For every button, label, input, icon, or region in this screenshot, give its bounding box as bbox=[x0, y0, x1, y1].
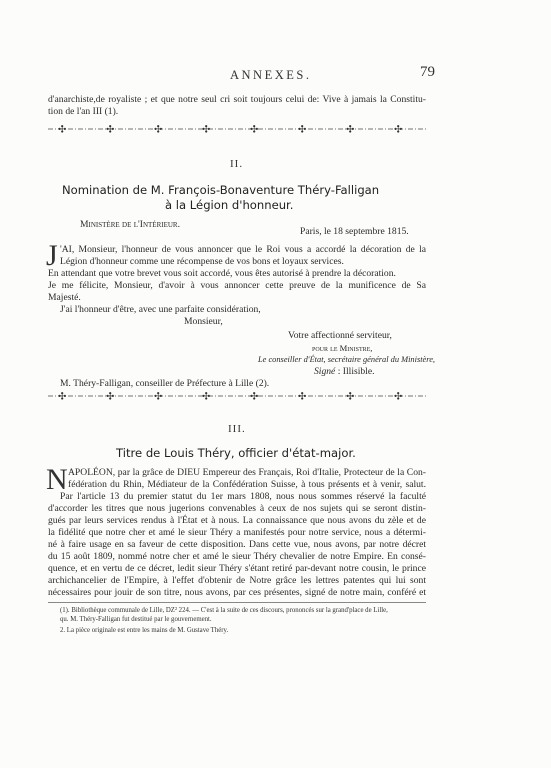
section-3-para-line-5: gués par leurs services rendus à l'État et à nous. La connaissance que nous avons du zèle et de bbox=[48, 515, 426, 526]
svg-text:✣: ✣ bbox=[202, 124, 211, 134]
section-3-para-line-1: APOLÉON, par la grâce de DIEU Empereur des Français, Roi d'Italie, Protecteur de la Con- bbox=[68, 467, 426, 478]
signe-value: : Illisible. bbox=[335, 366, 375, 377]
svg-text:✣: ✣ bbox=[154, 391, 163, 401]
signature-line bbox=[314, 366, 375, 378]
section-2-title-line-2: à la Légion d'honneur. bbox=[165, 198, 294, 212]
ornament-separator-1 bbox=[48, 124, 426, 134]
intro-line-1: d'anarchiste,de royaliste ; et que notre seul cri soit toujours celui de: Vive à jamais la Constitu- bbox=[48, 94, 426, 105]
footnote-2: 2. La pièce originale est entre les mains de M. Gustave Théry. bbox=[60, 627, 229, 634]
svg-text:✣: ✣ bbox=[58, 124, 67, 134]
running-header-title: ANNEXES. bbox=[230, 68, 312, 82]
svg-text:✣: ✣ bbox=[154, 124, 163, 134]
section-2-para-line-3: En attendant que votre brevet vous soit accordé, vous êtes autorisé à prendre la décoration. bbox=[48, 268, 396, 279]
svg-text:✣: ✣ bbox=[106, 391, 115, 401]
section-3-para-line-9: quence, et en vertu de ce décret, ledit sieur Théry s'étant retiré par-devant notre cousin, le prince bbox=[48, 563, 426, 574]
section-2-para-line-6: J'ai l'honneur d'être, avec une parfaite considération, bbox=[60, 304, 261, 315]
section-3-para-line-4: d'accorder les titres que nous jugerions convenables à ceux de nos sujets qui se seront distin- bbox=[48, 503, 426, 514]
svg-text:✣: ✣ bbox=[106, 124, 115, 134]
svg-text:✣: ✣ bbox=[250, 124, 259, 134]
section-3-para-line-10: archichancelier de l'Empire, à l'effet d'obtenir de Notre grâce les lettres patentes qui lui sont bbox=[48, 575, 426, 586]
section-3-para-line-3: Par l'article 13 du premier statut du 1er mars 1808, nous nous sommes réservé la faculté bbox=[60, 491, 426, 502]
section-2-para-line-2: Légion d'honneur comme une récompense de vos bons et loyaux services. bbox=[60, 256, 344, 267]
section-3-para-line-6: la fidélité que notre cher et amé le sieur Théry a manifestés pour notre service, nous a détermi- bbox=[48, 527, 426, 538]
footnote-1-line-1: (1). Bibliothèque communale de Lille, DZ² 224. — C'est à la suite de ces discours, prononcés sur la grand'place de Lille, bbox=[60, 607, 388, 614]
intro-line-2: tion de l'an III (1). bbox=[48, 106, 119, 117]
pour-le-ministre: pour le Ministre, bbox=[312, 343, 373, 353]
section-2-title-line-1: Nomination de M. François-Bonaventure Théry-Falligan bbox=[62, 183, 380, 197]
section-2-number: II. bbox=[230, 158, 244, 170]
section-3-number: III. bbox=[228, 423, 246, 435]
addressee-line: M. Théry-Falligan, conseiller de Préfecture à Lille (2). bbox=[60, 378, 270, 389]
section-2-dropcap: J bbox=[46, 239, 58, 272]
svg-text:✣: ✣ bbox=[394, 124, 403, 134]
conseiller-line: Le conseiller d'État, secrétaire général du Ministère, bbox=[258, 355, 436, 364]
section-3-para-line-2: fédération du Rhin, Médiateur de la Confédération Suisse, à tous présents et à venir, salut. bbox=[68, 479, 426, 490]
svg-text:✣: ✣ bbox=[250, 391, 259, 401]
ornament-separator-2 bbox=[48, 391, 426, 401]
svg-text:✣: ✣ bbox=[394, 391, 403, 401]
section-3-para-line-7: né à faire usage en sa faveur de cette disposition. Dans cette vue, nous avons, par notre décret bbox=[48, 539, 426, 550]
signe-label: Signé bbox=[314, 366, 336, 377]
svg-text:✣: ✣ bbox=[298, 124, 307, 134]
section-2-para-line-5: Majesté. bbox=[48, 292, 81, 303]
svg-text:✣: ✣ bbox=[298, 391, 307, 401]
footnote-rule bbox=[48, 602, 426, 603]
section-3-dropcap: N bbox=[46, 463, 68, 496]
page-number: 79 bbox=[420, 64, 435, 80]
svg-text:✣: ✣ bbox=[202, 391, 211, 401]
section-2-para-line-4: Je me félicite, Monsieur, d'avoir à vous annoncer cette preuve de la munificence de Sa bbox=[48, 280, 426, 291]
closing-formula: Votre affectionné serviteur, bbox=[288, 330, 392, 341]
section-2-para-line-1: 'AI, Monsieur, l'honneur de vous annoncer que le Roi vous a accordé la décoration de la bbox=[60, 244, 426, 255]
ministry-label: Ministère de l'Intérieur. bbox=[80, 219, 180, 230]
section-3-title: Titre de Louis Théry, officier d'état-major. bbox=[116, 446, 356, 460]
section-2-para-line-7: Monsieur, bbox=[184, 316, 223, 327]
section-3-para-line-8: du 15 août 1809, nommé notre cher et amé le sieur Théry chevalier de notre Empire. En consé- bbox=[48, 551, 426, 562]
svg-text:✣: ✣ bbox=[58, 391, 67, 401]
footnote-1-line-2: qu. M. Théry-Falligan fut destitué par le gouvernement. bbox=[60, 616, 212, 623]
svg-text:✣: ✣ bbox=[346, 391, 355, 401]
dateline: Paris, le 18 septembre 1815. bbox=[300, 226, 409, 237]
svg-text:✣: ✣ bbox=[346, 124, 355, 134]
section-3-para-line-11: nécessaires pour jouir de son titre, nous avons, par ces présentes, signé de notre main, conféré et bbox=[48, 587, 426, 598]
